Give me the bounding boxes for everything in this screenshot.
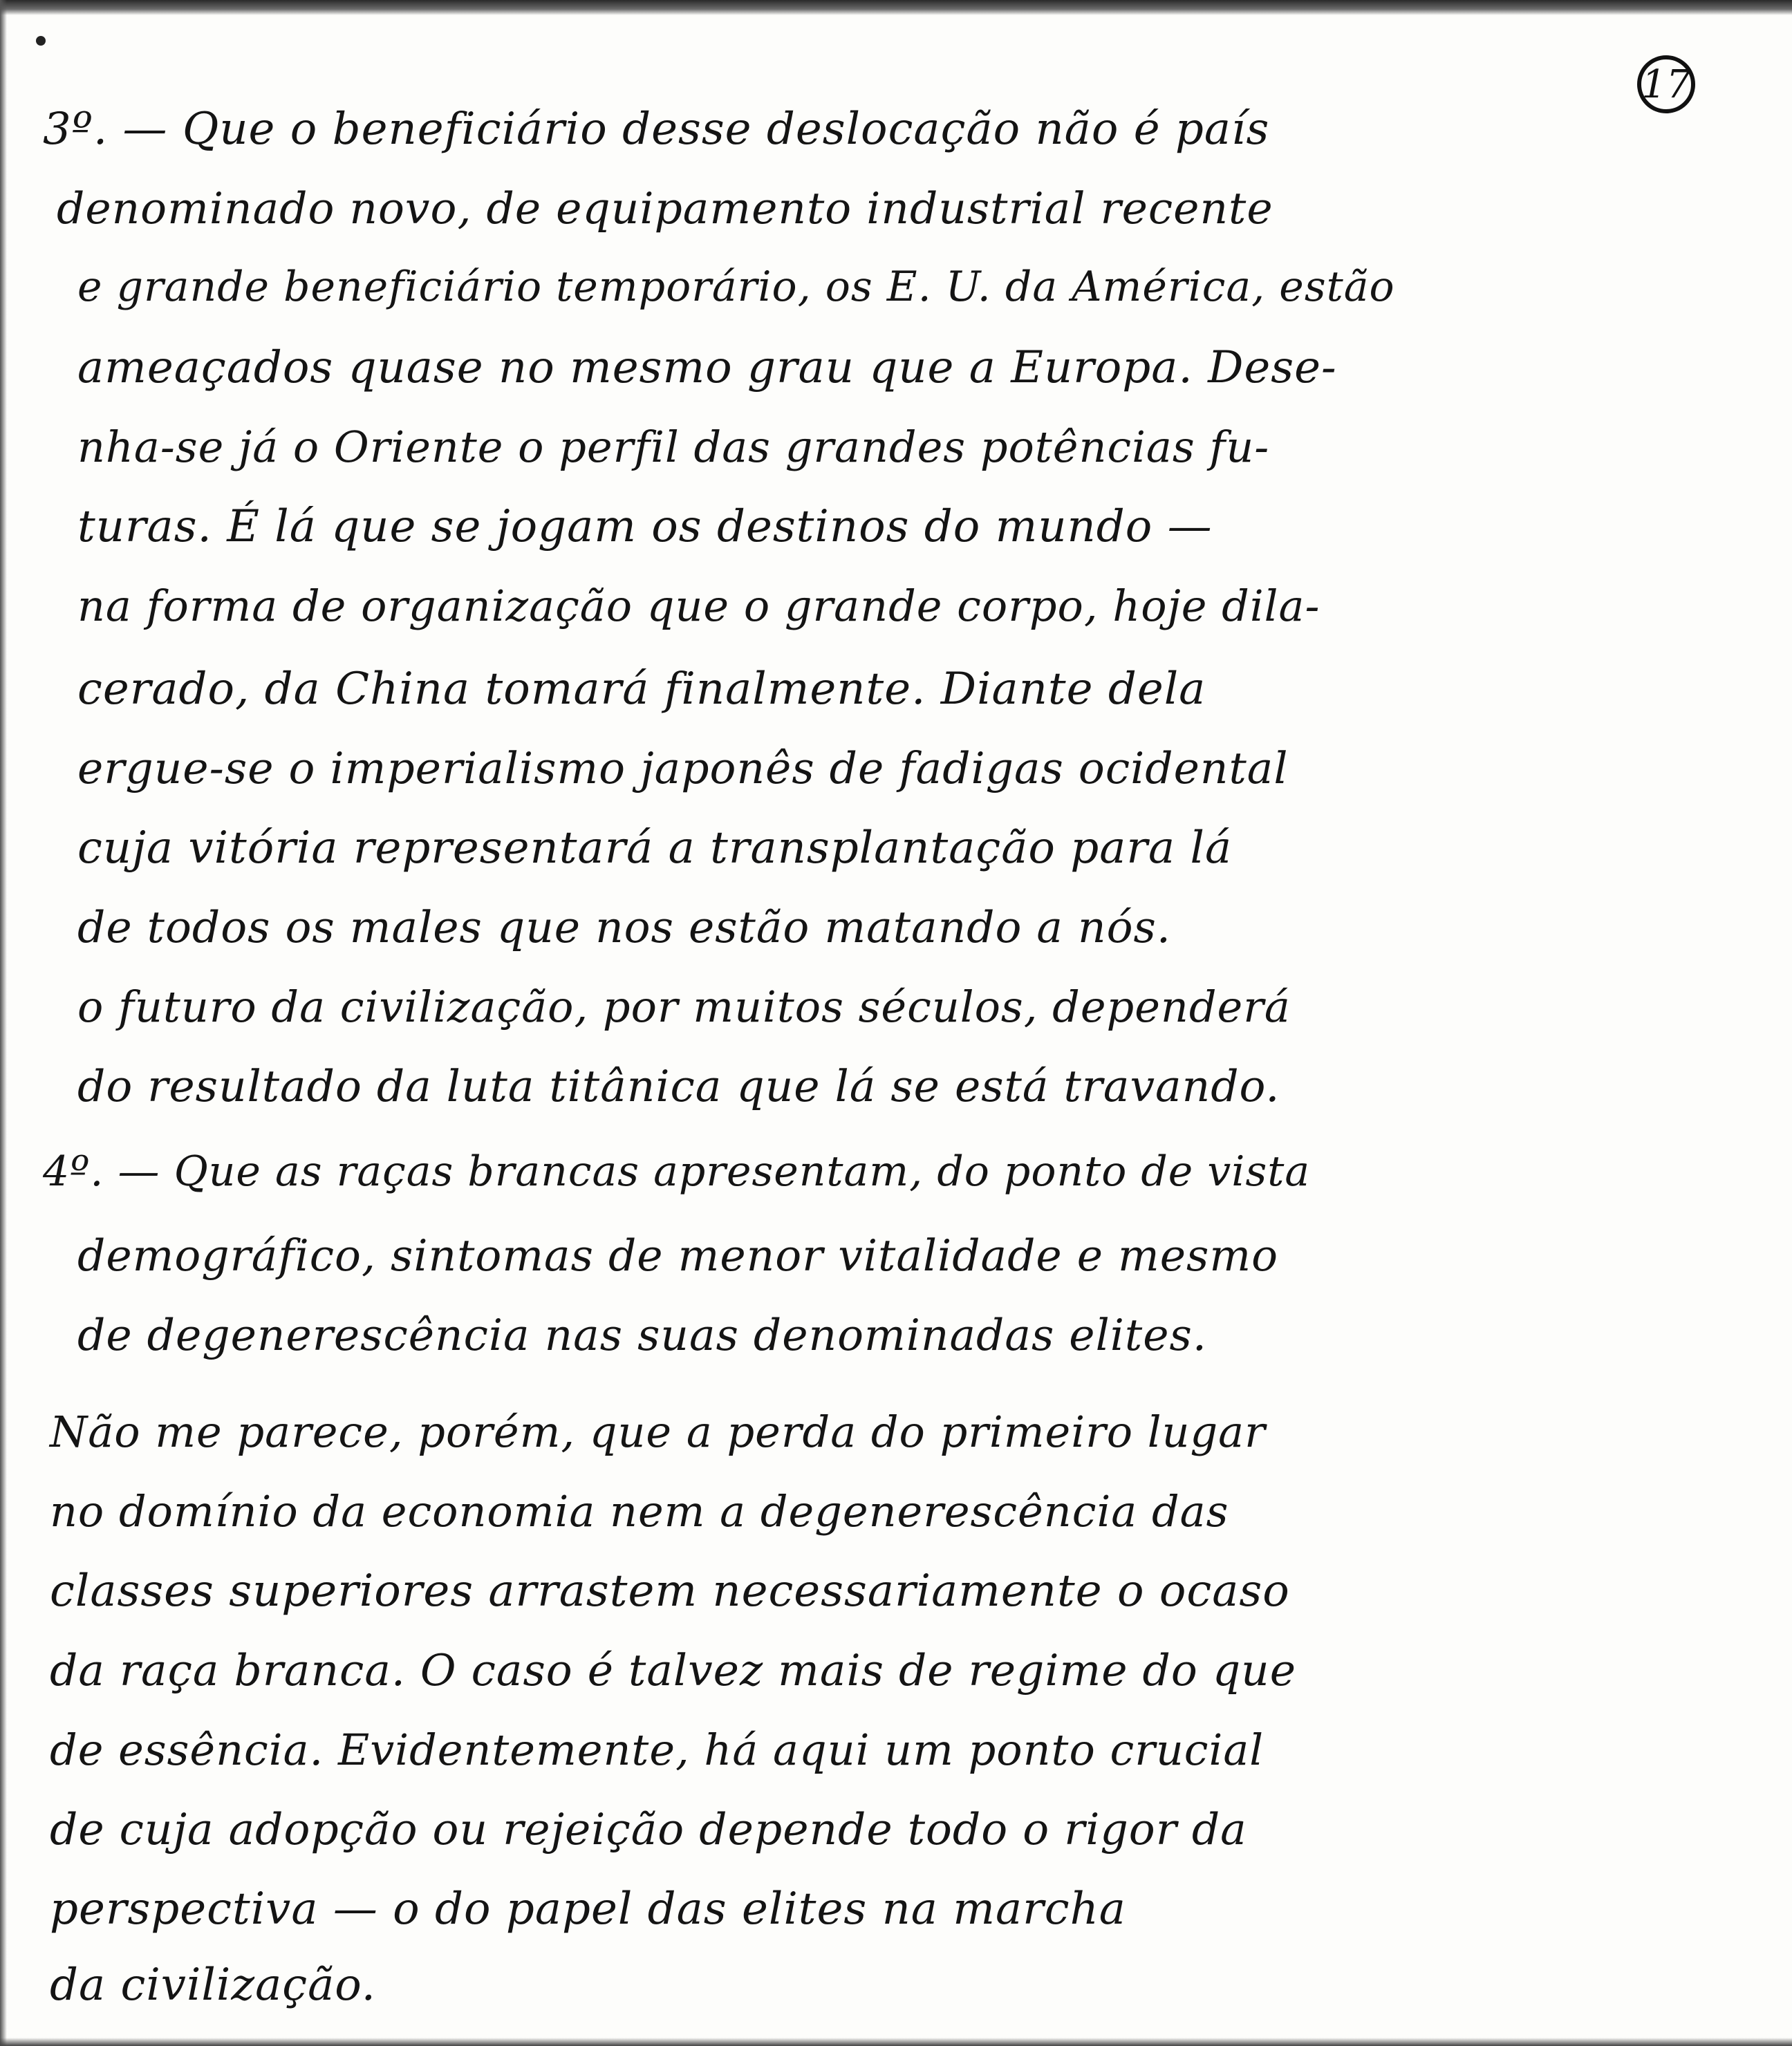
text-line: cerado, da China tomará finalmente. Diante dela <box>77 664 1206 715</box>
text-line: de degenerescência nas suas denominadas elites. <box>77 1310 1207 1360</box>
scan-top-border <box>0 0 1792 15</box>
text-line: da raça branca. O caso é talvez mais de regime do que <box>50 1645 1297 1696</box>
text-line: no domínio da economia nem a degenerescência das <box>50 1486 1229 1537</box>
text-line: do resultado da luta titânica que lá se está travando. <box>77 1061 1280 1111</box>
text-line: turas. É lá que se jogam os destinos do mundo — <box>77 501 1213 552</box>
text-line: cuja vitória representará a transplantação para lá <box>77 823 1233 874</box>
text-line: ameaçados quase no mesmo grau que a Europa. Dese- <box>77 342 1337 393</box>
scan-bottom-border <box>0 2038 1792 2046</box>
text-line: de essência. Evidentemente, há aqui um ponto crucial <box>50 1725 1264 1775</box>
text-line: 4º. — Que as raças brancas apresentam, do ponto de vista <box>43 1147 1311 1196</box>
scan-left-border <box>0 0 7 2046</box>
text-line: de cuja adopção ou rejeição depende todo o rigor da <box>50 1804 1247 1855</box>
text-line: 3º. — Que o beneficiário desse deslocação não é país <box>43 104 1270 155</box>
text-line: da civilização. <box>50 1960 376 2011</box>
text-line: perspectiva — o do papel das elites na marcha <box>50 1884 1126 1935</box>
text-line: classes superiores arrastem necessariamente o ocaso <box>50 1566 1290 1617</box>
text-line: demográfico, sintomas de menor vitalidade e mesmo <box>77 1230 1279 1281</box>
text-line: denominado novo, de equipamento industrial recente <box>57 183 1273 234</box>
text-line: Não me parece, porém, que a perda do primeiro lugar <box>50 1407 1266 1457</box>
text-line: ergue-se o imperialismo japonês de fadigas ocidental <box>77 743 1289 794</box>
text-line: na forma de organização que o grande corpo, hoje dila- <box>77 581 1320 631</box>
text-line: o futuro da civilização, por muitos séculos, dependerá <box>77 982 1291 1032</box>
text-line: de todos os males que nos estão matando a nós. <box>77 902 1171 952</box>
text-line: nha-se já o Oriente o perfil das grandes potências fu- <box>77 422 1270 472</box>
text-line: e grande beneficiário temporário, os E. U. da América, estão <box>77 263 1395 311</box>
page-number: 17 <box>1637 55 1695 113</box>
ink-spot <box>36 36 46 46</box>
